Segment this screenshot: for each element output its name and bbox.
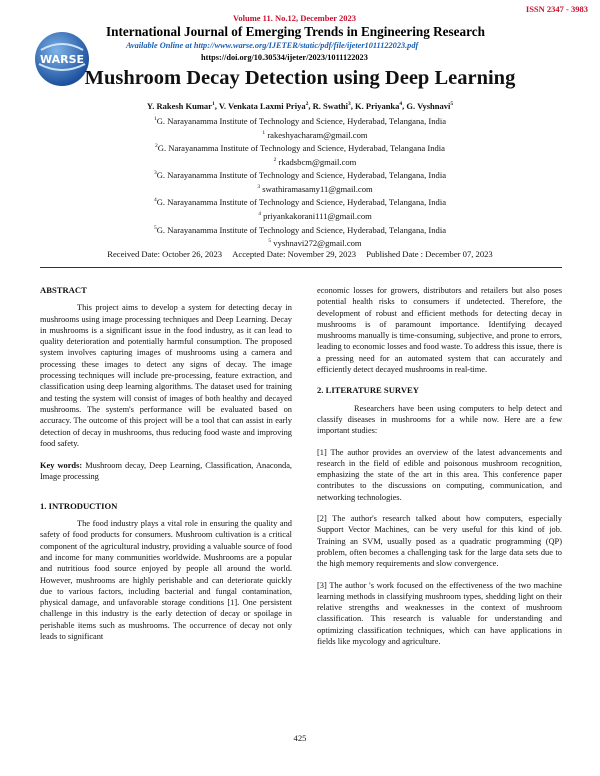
author: K. Priyanka xyxy=(355,101,400,111)
reference-item: [1] The author provides an overview of the latest advancements and research in the field of edible and poisonous mushroom recognition, emphasizing the state of the art in this area. This conference paper contributes to the discussions on computing, communication, and networking technologies. xyxy=(317,447,562,502)
affiliation: $^2$G. Narayanamma Institute of Technology and Science, Hyderabad, Telangana India xyxy=(155,142,445,153)
affiliations xyxy=(0,114,600,250)
author-sup: 3 xyxy=(348,101,351,108)
introduction-continued: economic losses for growers, distributors and retailers but also poses potential health risks to consumers if undetected. Therefore, the development of robust and efficient methods for detecting decay in mushrooms is of paramount importance. Identifying decayed mushrooms manually is time-consuming, subjective, and prone to errors, leading to economic losses and food waste. To address this issue, there is a pressing need for an automated system that can accurately and efficiently detect decayed mushrooms in real-time. xyxy=(317,286,562,375)
author-sup: 2 xyxy=(305,101,309,108)
literature-heading: 2. LITERATURE SURVEY xyxy=(317,385,419,396)
available-online-link[interactable]: Available Online at http://www.warse.org/IJETER/static/pdf/file/ijeter1011122023.pdf xyxy=(126,41,419,50)
dates-line xyxy=(0,249,600,259)
affiliation: $^5$G. Narayanamma Institute of Technology and Science, Hyderabad, Telangana, India xyxy=(153,224,447,235)
abstract-text: This project aims to develop a system for detecting decay in mushrooms using image processing techniques and Deep Learning. Decay in mushrooms is a significant issue in the food industry, as it can lead to quality deterioration and potentially harmful consumption. The proposed system involves capturing images of mushrooms using a camera and processing these images to detect any signs of decay. The image processing techniques will include pre-processing, feature extraction, and classification using deep learning algorithms. The dataset used for training and testing the system will consist of images of both healthy and decayed mushrooms. The system's performance will be evaluated based on accuracy. The outcome of this project will be a tool that can assist in early detection of decay in mushrooms, thus reducing food waste and improving food safety. xyxy=(40,303,292,448)
affiliation: $^1$G. Narayanamma Institute of Technology and Science, Hyderabad, Telangana, India xyxy=(153,115,447,126)
author-sup: 5 xyxy=(450,101,454,108)
author-list: Y. Rakesh Kumar$^1$, V. Venkata Laxmi Priya$^2$, R. Swathi$^3$, K. Priyanka$^4$, G. Vyshnavi$^5$ xyxy=(146,101,454,111)
published-date: Published Date : December 07, 2023 xyxy=(366,249,493,259)
divider xyxy=(40,267,562,268)
keywords xyxy=(40,460,292,483)
author-sup: 1 xyxy=(211,101,215,108)
email: $^1$ rakeshyacharam@gmail.com xyxy=(262,129,368,140)
email: $^3$ swathiramasamy11@gmail.com xyxy=(257,183,373,194)
author: G. Vyshnavi xyxy=(406,101,451,111)
introduction-heading: 1. INTRODUCTION xyxy=(40,500,118,511)
keywords-text: Mushroom decay, Deep Learning, Classification, Anaconda, Image processing xyxy=(40,461,293,482)
keywords-label: Key words: xyxy=(40,461,83,471)
reference-item: [2] The author's research talked about how computers, especially Support Vector Machines, can be very useful for this kind of job. Training an SVM, usually posed as a quadratic programming (QP) problem, often becomes a challenging task for the large data sets due to the high memory requirements and slow convergence. xyxy=(317,514,562,569)
page-number: 425 xyxy=(293,733,307,743)
affiliation: $^4$G. Narayanamma Institute of Technology and Science, Hyderabad, Telangana, India xyxy=(153,197,447,208)
abstract-heading: ABSTRACT xyxy=(40,285,87,295)
reference-item: [3] The author 's work focused on the effectiveness of the two machine learning methods in classifying mushroom types, shedding light on their relative strengths and weaknesses in the context of mushroom classification. This research is valuable for understanding and optimizing classification techniques, which can have applications in fields like mycology and agriculture. xyxy=(317,580,562,647)
email: $^4$ priyankakorani111@gmail.com xyxy=(258,210,372,221)
author: Y. Rakesh Kumar xyxy=(146,101,212,111)
right-column xyxy=(317,285,562,647)
email: $^5$ vyshnavi272@gmail.com xyxy=(268,237,362,248)
affiliation: $^3$G. Narayanamma Institute of Technology and Science, Hyderabad, Telangana, India xyxy=(153,170,447,181)
left-column xyxy=(40,285,292,642)
literature-intro: Researchers have been using computers to help detect and classify diseases in mushrooms for a while now. Here are a few important studies: xyxy=(317,403,562,436)
doi-link[interactable]: https://doi.org/10.30534/ijeter/2023/1011122023 xyxy=(201,53,368,62)
author: V. Venkata Laxmi Priya xyxy=(218,101,306,111)
email: $^2$ rkadsbcm@gmail.com xyxy=(273,156,357,167)
journal-title: International Journal of Emerging Trends in Engineering Research xyxy=(106,24,485,39)
paper-title: Mushroom Decay Detection using Deep Learning xyxy=(84,67,516,89)
author-sup: 4 xyxy=(399,101,403,108)
issn: ISSN 2347 - 3983 xyxy=(525,4,588,14)
introduction-text: The food industry plays a vital role in ensuring the quality and safety of food products for consumers. Mushroom cultivation is a critical component of the agricultural industry, providing a valuable source of food and income for many communities worldwide. Mushrooms are a popular and nutritious food source enjoyed by people all around the world. However, mushrooms are highly perishable and can deteriorate quickly due to various factors, including bacterial and fungal contamination, physical damage, and unfavorable storage conditions [1]. One persistent challenge in this industry is the early detection of decay or spoilage in perishable items such as mushrooms. The occurrence of decay not only leads to significant xyxy=(40,519,292,642)
accepted-date: Accepted Date: November 29, 2023 xyxy=(232,249,357,259)
logo-text: WARSE xyxy=(39,53,85,66)
received-date: Received Date: October 26, 2023 xyxy=(107,249,223,259)
author: R. Swathi xyxy=(312,101,349,111)
volume-info: Volume 11. No.12, December 2023 xyxy=(233,13,357,23)
